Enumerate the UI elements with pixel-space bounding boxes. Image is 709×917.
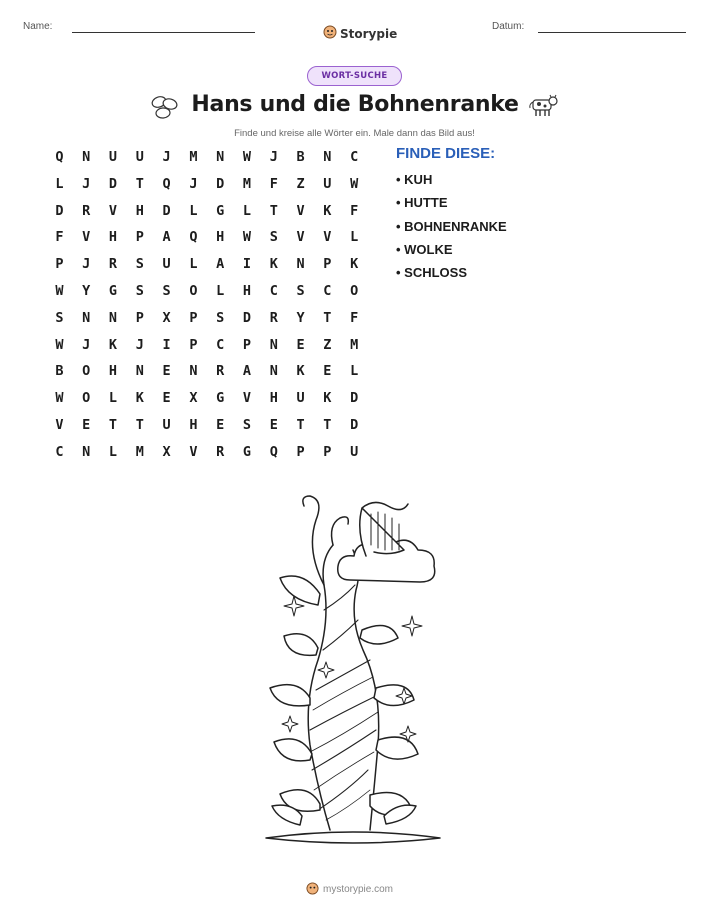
grid-row bbox=[46, 202, 368, 229]
grid-row bbox=[46, 282, 368, 309]
beans-icon bbox=[150, 94, 180, 124]
grid-letter[interactable]: D bbox=[350, 390, 359, 407]
grid-letter[interactable]: F bbox=[269, 175, 278, 192]
word-item: • SCHLOSS bbox=[396, 265, 468, 281]
grid-letter[interactable]: E bbox=[296, 336, 305, 353]
grid-letter[interactable]: N bbox=[82, 309, 91, 326]
word-item: • WOLKE bbox=[396, 241, 453, 257]
grid-letter[interactable]: P bbox=[135, 229, 144, 246]
grid-letter[interactable]: S bbox=[135, 256, 144, 273]
grid-letter[interactable]: B bbox=[296, 149, 305, 165]
letter-grid bbox=[46, 148, 368, 470]
grid-row bbox=[46, 228, 368, 255]
grid-letter[interactable]: U bbox=[323, 175, 332, 192]
grid-letter[interactable]: U bbox=[135, 149, 144, 165]
grid-letter[interactable]: T bbox=[296, 416, 305, 433]
grid-letter[interactable]: N bbox=[269, 363, 278, 380]
storypie-logo-icon bbox=[306, 880, 319, 899]
grid-letter[interactable]: U bbox=[296, 390, 305, 407]
grid-letter[interactable]: K bbox=[269, 256, 278, 273]
grid-letter[interactable]: H bbox=[108, 229, 118, 246]
grid-letter[interactable]: C bbox=[55, 443, 64, 460]
grid-letter[interactable]: W bbox=[55, 282, 64, 299]
grid-letter[interactable]: H bbox=[216, 229, 225, 246]
grid-letter[interactable]: M bbox=[242, 175, 252, 192]
grid-letter[interactable]: G bbox=[242, 443, 252, 460]
grid-row bbox=[46, 362, 368, 389]
grid-letter[interactable]: P bbox=[323, 443, 332, 460]
grid-letter[interactable]: W bbox=[350, 175, 359, 192]
grid-letter[interactable]: N bbox=[216, 149, 225, 165]
grid-letter[interactable]: L bbox=[108, 443, 118, 460]
grid-letter[interactable]: H bbox=[108, 363, 118, 380]
grid-row bbox=[46, 416, 368, 443]
grid-letter[interactable]: F bbox=[350, 309, 359, 326]
grid-letter[interactable]: D bbox=[55, 202, 64, 219]
grid-letter[interactable]: K bbox=[350, 256, 359, 273]
grid-letter[interactable]: D bbox=[108, 175, 118, 192]
grid-letter[interactable]: P bbox=[135, 309, 144, 326]
grid-letter[interactable]: E bbox=[162, 363, 171, 380]
grid-letter[interactable]: U bbox=[162, 256, 171, 273]
grid-letter[interactable]: N bbox=[82, 149, 91, 165]
grid-letter[interactable]: W bbox=[55, 336, 64, 353]
grid-letter[interactable]: A bbox=[162, 229, 171, 246]
grid-letter[interactable]: S bbox=[296, 282, 305, 299]
grid-letter[interactable]: M bbox=[350, 336, 359, 353]
grid-letter[interactable]: P bbox=[189, 336, 198, 353]
grid-letter[interactable]: N bbox=[296, 256, 305, 273]
word-list bbox=[396, 172, 507, 288]
grid-letter[interactable]: C bbox=[269, 282, 278, 299]
grid-letter[interactable]: V bbox=[108, 202, 118, 219]
name-label: Name: bbox=[23, 21, 53, 32]
grid-letter[interactable]: Z bbox=[323, 336, 332, 353]
instructions: Finde und kreise alle Wörter ein. Male dann das Bild aus! bbox=[234, 128, 475, 139]
grid-letter[interactable]: I bbox=[162, 336, 171, 353]
grid-letter[interactable]: H bbox=[135, 202, 144, 219]
grid-letter[interactable]: C bbox=[323, 282, 332, 299]
grid-letter[interactable]: X bbox=[162, 309, 171, 326]
grid-letter[interactable]: S bbox=[55, 309, 64, 326]
grid-letter[interactable]: M bbox=[189, 149, 198, 165]
word-item: • BOHNENRANKE bbox=[396, 218, 507, 234]
grid-letter[interactable]: U bbox=[162, 416, 171, 433]
footer bbox=[306, 880, 393, 899]
grid-letter[interactable]: V bbox=[323, 229, 332, 246]
grid-row bbox=[46, 443, 368, 470]
grid-letter[interactable]: L bbox=[189, 256, 198, 273]
grid-letter[interactable]: V bbox=[189, 443, 198, 460]
grid-row bbox=[46, 255, 368, 282]
grid-letter[interactable]: K bbox=[108, 336, 118, 353]
grid-letter[interactable]: K bbox=[296, 363, 305, 380]
grid-letter[interactable]: E bbox=[82, 416, 91, 433]
grid-letter[interactable]: I bbox=[242, 256, 252, 273]
grid-letter[interactable]: D bbox=[242, 309, 252, 326]
grid-letter[interactable]: F bbox=[55, 229, 64, 246]
worksheet-header bbox=[0, 14, 709, 44]
grid-letter[interactable]: Q bbox=[162, 175, 171, 192]
grid-letter[interactable]: P bbox=[323, 256, 332, 273]
grid-letter[interactable]: S bbox=[242, 416, 252, 433]
grid-letter[interactable]: N bbox=[135, 363, 144, 380]
grid-letter[interactable]: P bbox=[55, 256, 64, 273]
grid-letter[interactable]: E bbox=[162, 390, 171, 407]
grid-letter[interactable]: J bbox=[162, 149, 171, 165]
grid-letter[interactable]: J bbox=[189, 175, 198, 192]
grid-letter[interactable]: O bbox=[82, 363, 91, 380]
grid-letter[interactable]: V bbox=[296, 229, 305, 246]
grid-row bbox=[46, 148, 368, 175]
grid-letter[interactable]: J bbox=[82, 175, 91, 192]
footer-url: mystorypie.com bbox=[323, 884, 394, 895]
cow-icon bbox=[527, 92, 559, 124]
grid-letter[interactable]: J bbox=[135, 336, 144, 353]
grid-letter[interactable]: J bbox=[269, 149, 278, 165]
grid-letter[interactable]: T bbox=[269, 202, 278, 219]
word-search-badge: WORT-SUCHE bbox=[307, 66, 402, 86]
grid-letter[interactable]: H bbox=[242, 282, 252, 299]
grid-letter[interactable]: A bbox=[216, 256, 225, 273]
grid-letter[interactable]: W bbox=[242, 229, 252, 246]
grid-letter[interactable]: S bbox=[135, 282, 144, 299]
grid-letter[interactable]: G bbox=[216, 390, 225, 407]
grid-letter[interactable]: T bbox=[323, 416, 332, 433]
brand-name: Storypie bbox=[340, 26, 398, 41]
grid-letter[interactable]: Y bbox=[82, 282, 91, 299]
grid-letter[interactable]: T bbox=[323, 309, 332, 326]
grid-letter[interactable]: R bbox=[216, 363, 225, 380]
grid-letter[interactable]: F bbox=[350, 202, 359, 219]
brand bbox=[323, 24, 397, 43]
grid-letter[interactable]: K bbox=[323, 202, 332, 219]
grid-letter[interactable]: J bbox=[82, 256, 91, 273]
grid-letter[interactable]: O bbox=[82, 390, 91, 407]
grid-letter[interactable]: T bbox=[108, 416, 118, 433]
grid-letter[interactable]: Q bbox=[269, 443, 278, 460]
grid-row bbox=[46, 389, 368, 416]
grid-letter[interactable]: R bbox=[82, 202, 91, 219]
grid-letter[interactable]: W bbox=[242, 149, 252, 165]
grid-letter[interactable]: M bbox=[135, 443, 144, 460]
grid-letter[interactable]: X bbox=[189, 390, 198, 407]
grid-letter[interactable]: U bbox=[350, 443, 359, 460]
grid-letter[interactable]: G bbox=[216, 202, 225, 219]
grid-letter[interactable]: T bbox=[135, 416, 144, 433]
grid-letter[interactable]: V bbox=[242, 390, 252, 407]
grid-letter[interactable]: V bbox=[55, 416, 64, 433]
grid-letter[interactable]: B bbox=[55, 363, 64, 380]
grid-row bbox=[46, 336, 368, 363]
storypie-logo-icon bbox=[323, 24, 337, 43]
grid-row bbox=[46, 175, 368, 202]
grid-letter[interactable]: Q bbox=[189, 229, 198, 246]
grid-letter[interactable]: E bbox=[323, 363, 332, 380]
grid-letter[interactable]: N bbox=[323, 149, 332, 165]
grid-letter[interactable]: L bbox=[350, 229, 359, 246]
grid-letter[interactable]: C bbox=[350, 149, 359, 165]
grid-letter[interactable]: E bbox=[216, 416, 225, 433]
grid-letter[interactable]: X bbox=[162, 443, 171, 460]
word-item: • HUTTE bbox=[396, 195, 448, 211]
grid-letter[interactable]: S bbox=[269, 229, 278, 246]
grid-letter[interactable]: K bbox=[135, 390, 144, 407]
word-item: • KUH bbox=[396, 172, 433, 187]
grid-letter[interactable]: S bbox=[162, 282, 171, 299]
grid-letter[interactable]: P bbox=[189, 309, 198, 326]
beanstalk-harp-cloud-coloring-image bbox=[258, 490, 453, 854]
grid-letter[interactable]: V bbox=[82, 229, 91, 246]
grid-letter[interactable]: R bbox=[108, 256, 118, 273]
grid-letter[interactable]: W bbox=[55, 390, 64, 407]
grid-letter[interactable]: N bbox=[108, 309, 118, 326]
grid-letter[interactable]: H bbox=[269, 390, 278, 407]
grid-letter[interactable]: N bbox=[269, 336, 278, 353]
grid-letter[interactable]: L bbox=[242, 202, 252, 219]
grid-letter[interactable]: N bbox=[189, 363, 198, 380]
word-list-title: FINDE DIESE: bbox=[396, 145, 496, 162]
grid-row bbox=[46, 309, 368, 336]
grid-letter[interactable]: P bbox=[242, 336, 252, 353]
grid-letter[interactable]: K bbox=[323, 390, 332, 407]
grid-letter[interactable]: D bbox=[162, 202, 171, 219]
name-line bbox=[72, 32, 255, 33]
grid-letter[interactable]: L bbox=[108, 390, 118, 407]
page-title: Hans und die Bohnenranke bbox=[191, 92, 519, 117]
grid-letter[interactable]: H bbox=[189, 416, 198, 433]
grid-letter[interactable]: V bbox=[296, 202, 305, 219]
grid-letter[interactable]: A bbox=[242, 363, 252, 380]
grid-letter[interactable]: L bbox=[216, 282, 225, 299]
grid-letter[interactable]: S bbox=[216, 309, 225, 326]
grid-letter[interactable]: D bbox=[216, 175, 225, 192]
grid-letter[interactable]: Y bbox=[296, 309, 305, 326]
grid-letter[interactable]: D bbox=[350, 416, 359, 433]
grid-letter[interactable]: L bbox=[189, 202, 198, 219]
grid-letter[interactable]: O bbox=[350, 282, 359, 299]
grid-letter[interactable]: R bbox=[216, 443, 225, 460]
grid-letter[interactable]: J bbox=[82, 336, 91, 353]
date-line bbox=[538, 32, 686, 33]
grid-letter[interactable]: N bbox=[82, 443, 91, 460]
grid-letter[interactable]: P bbox=[296, 443, 305, 460]
grid-letter[interactable]: T bbox=[135, 175, 144, 192]
grid-letter[interactable]: L bbox=[350, 363, 359, 380]
grid-letter[interactable]: O bbox=[189, 282, 198, 299]
grid-letter[interactable]: Z bbox=[296, 175, 305, 192]
grid-letter[interactable]: R bbox=[269, 309, 278, 326]
grid-letter[interactable]: E bbox=[269, 416, 278, 433]
grid-letter[interactable]: L bbox=[55, 175, 64, 192]
date-label: Datum: bbox=[492, 21, 525, 32]
grid-letter[interactable]: Q bbox=[55, 149, 64, 165]
grid-letter[interactable]: C bbox=[216, 336, 225, 353]
grid-letter[interactable]: G bbox=[108, 282, 118, 299]
grid-letter[interactable]: U bbox=[108, 149, 118, 165]
